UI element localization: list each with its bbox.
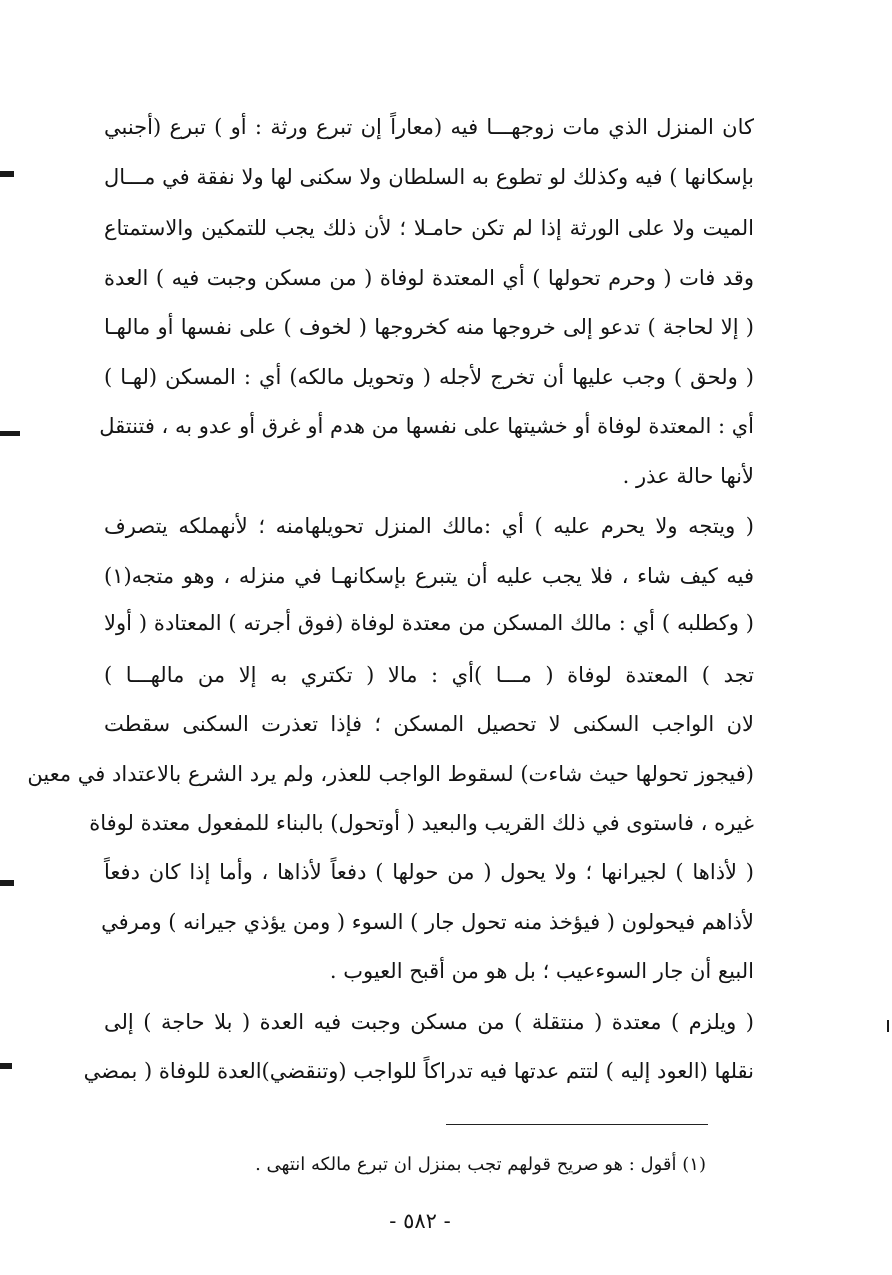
scan-edge-mark	[0, 880, 14, 886]
scan-edge-mark	[0, 1063, 12, 1069]
text-line: ( إلا لحاجة ) تدعو إلى خروجها منه كخروجها ( لخوف ) على نفسها أو مالهـا	[104, 315, 754, 339]
text-line: وقد فات ( وحرم تحولها ) أي المعتدة لوفاة ( من مسكن وجبت فيه ) العدة	[104, 266, 754, 290]
text-line: ( ويتجه ولا يحرم عليه ) أي :مالك المنزل تحويلهامنه ؛ لأنهملكه يتصرف	[104, 514, 754, 538]
page-number: - ٥٨٢ -	[389, 1209, 451, 1233]
text-line: البيع أن جار السوءعيب ؛ بل هو من أقبح العيوب .	[329, 959, 754, 983]
text-line: ( ويلزم ) معتدة ( منتقلة ) من مسكن وجبت فيه العدة ( بلا حاجة ) إلى	[104, 1010, 754, 1034]
text-line: لأذاهم فيحولون ( فيؤخذ منه تحول جار ) السوء ( ومن يؤذي جيرانه ) ومرفي	[101, 910, 754, 934]
scan-edge-mark	[0, 171, 14, 177]
footnote-divider	[446, 1124, 708, 1125]
footnote: (١) أقول : هو صريح قولهم تجب بمنزل ان تبرع مالكه انتهى .	[255, 1154, 706, 1175]
scan-edge-mark	[887, 1020, 889, 1032]
scan-edge-mark	[0, 431, 20, 436]
text-line: نقلها (العود إليه ) لتتم عدتها فيه تدراكاً للواجب (وتنقضي)العدة للوفاة ( بمضي	[83, 1059, 754, 1083]
text-line: أي : المعتدة لوفاة أو خشيتها على نفسها من هدم أو غرق أو عدو به ، فتنتقل	[99, 414, 754, 438]
text-line: بإسكانها ) فيه وكذلك لو تطوع به السلطان ولا سكنى لها ولا نفقة في مـــال	[104, 165, 754, 189]
text-line: لأنها حالة عذر .	[622, 464, 754, 488]
text-line: لان الواجب السكنى لا تحصيل المسكن ؛ فإذا تعذرت السكنى سقطت	[104, 712, 754, 736]
text-line: كان المنزل الذي مات زوجهـــا فيه (معاراً إن تبرع ورثة : أو ) تبرع (أجنبي	[104, 115, 754, 139]
text-line: (فيجوز تحولها حيث شاءت) لسقوط الواجب للعذر، ولم يرد الشرع بالاعتداد في معين	[27, 762, 754, 786]
text-line: غيره ، فاستوى في ذلك القريب والبعيد ( أوتحول) بالبناء للمفعول معتدة لوفاة	[89, 811, 754, 835]
text-line: ( وكطلبه ) أي : مالك المسكن من معتدة لوفاة (فوق أجرته ) المعتادة ( أولا	[104, 611, 754, 635]
text-line: فيه كيف شاء ، فلا يجب عليه أن يتبرع بإسكانهـا في منزله ، وهو متجه(١)	[104, 564, 754, 588]
text-line: تجد ) المعتدة لوفاة ( مـــا )أي : مالا ( تكتري به إلا من مالهـــا )	[104, 663, 754, 687]
text-line: الميت ولا على الورثة إذا لم تكن حامـلا ؛ لأن ذلك يجب للتمكين والاستمتاع	[104, 216, 754, 240]
text-line: ( لأذاها ) لجيرانها ؛ ولا يحول ( من حولها ) دفعاً لأذاها ، وأما إذا كان دفعاً	[104, 860, 754, 884]
text-line: ( ولحق ) وجب عليها أن تخرج لأجله ( وتحويل مالكه) أي : المسكن (لهـا )	[104, 365, 754, 389]
